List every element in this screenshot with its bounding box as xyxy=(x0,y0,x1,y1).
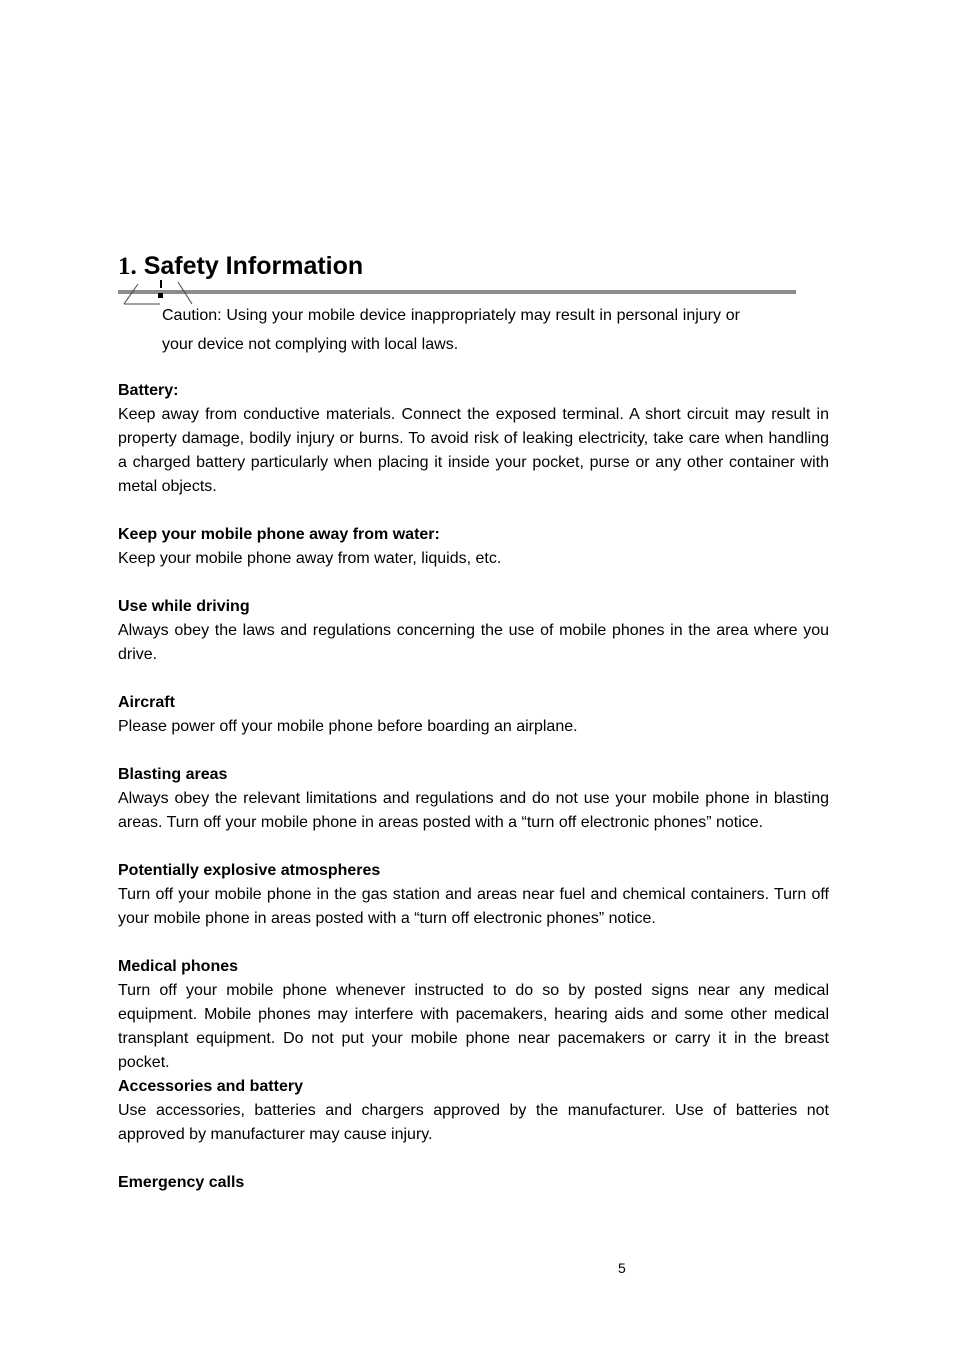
section-heading: Potentially explosive atmospheres xyxy=(118,862,381,879)
safety-sections xyxy=(118,379,829,1219)
section-heading: Medical phones xyxy=(118,958,239,975)
page-number: 5 xyxy=(618,1260,626,1276)
section-heading: Emergency calls xyxy=(118,1174,245,1191)
caution-text: Caution: Using your mobile device inappropriately may result in personal injury or your device not complying with local laws. xyxy=(162,307,740,353)
title-rule xyxy=(118,290,796,294)
section-heading: Aircraft xyxy=(118,694,175,711)
section-heading: Use while driving xyxy=(118,598,250,615)
section-heading: Battery: xyxy=(118,382,179,399)
section-aircraft xyxy=(118,691,829,739)
section-body: Turn off your mobile phone whenever instructed to do so by posted signs near any medical equipment. Mobile phones may interfere with pacemakers, hearing aids and some other medical transplant equipment. Do not put your mobile phone near pacemakers or carry it in the breast pocket. xyxy=(118,982,829,1071)
section-heading: Keep your mobile phone away from water: xyxy=(118,526,440,543)
section-medical xyxy=(118,955,829,1075)
section-emergency-calls xyxy=(118,1171,829,1195)
section-body: Turn off your mobile phone in the gas station and areas near fuel and chemical containers. Turn off your mobile phone in areas posted with a “turn off electronic phones” notice. xyxy=(118,886,829,927)
title-text: Safety Information xyxy=(143,252,364,280)
section-blasting-areas xyxy=(118,763,829,835)
title-number: 1. xyxy=(118,253,137,280)
section-accessories xyxy=(118,1075,829,1147)
section-battery xyxy=(118,379,829,499)
section-water xyxy=(118,523,829,571)
section-explosive-atmospheres xyxy=(118,859,829,931)
section-body: Always obey the laws and regulations concerning the use of mobile phones in the area where you drive. xyxy=(118,622,829,663)
section-body: Please power off your mobile phone before boarding an airplane. xyxy=(118,718,578,735)
section-heading: Accessories and battery xyxy=(118,1078,303,1095)
section-driving xyxy=(118,595,829,667)
section-body: Use accessories, batteries and chargers approved by the manufacturer. Use of batteries not approved by manufacturer may cause injury. xyxy=(118,1102,829,1143)
section-body: Keep away from conductive materials. Connect the exposed terminal. A short circuit may result in property damage, bodily injury or burns. To avoid risk of leaking electricity, take care when handling a charged battery particularly when placing it inside your pocket, purse or any other container with metal objects. xyxy=(118,406,829,495)
section-body: Always obey the relevant limitations and regulations and do not use your mobile phone in blasting areas. Turn off your mobile phone in areas posted with a “turn off electronic phones” notice. xyxy=(118,790,829,831)
section-body: Keep your mobile phone away from water, liquids, etc. xyxy=(118,550,502,567)
section-heading: Blasting areas xyxy=(118,766,228,783)
